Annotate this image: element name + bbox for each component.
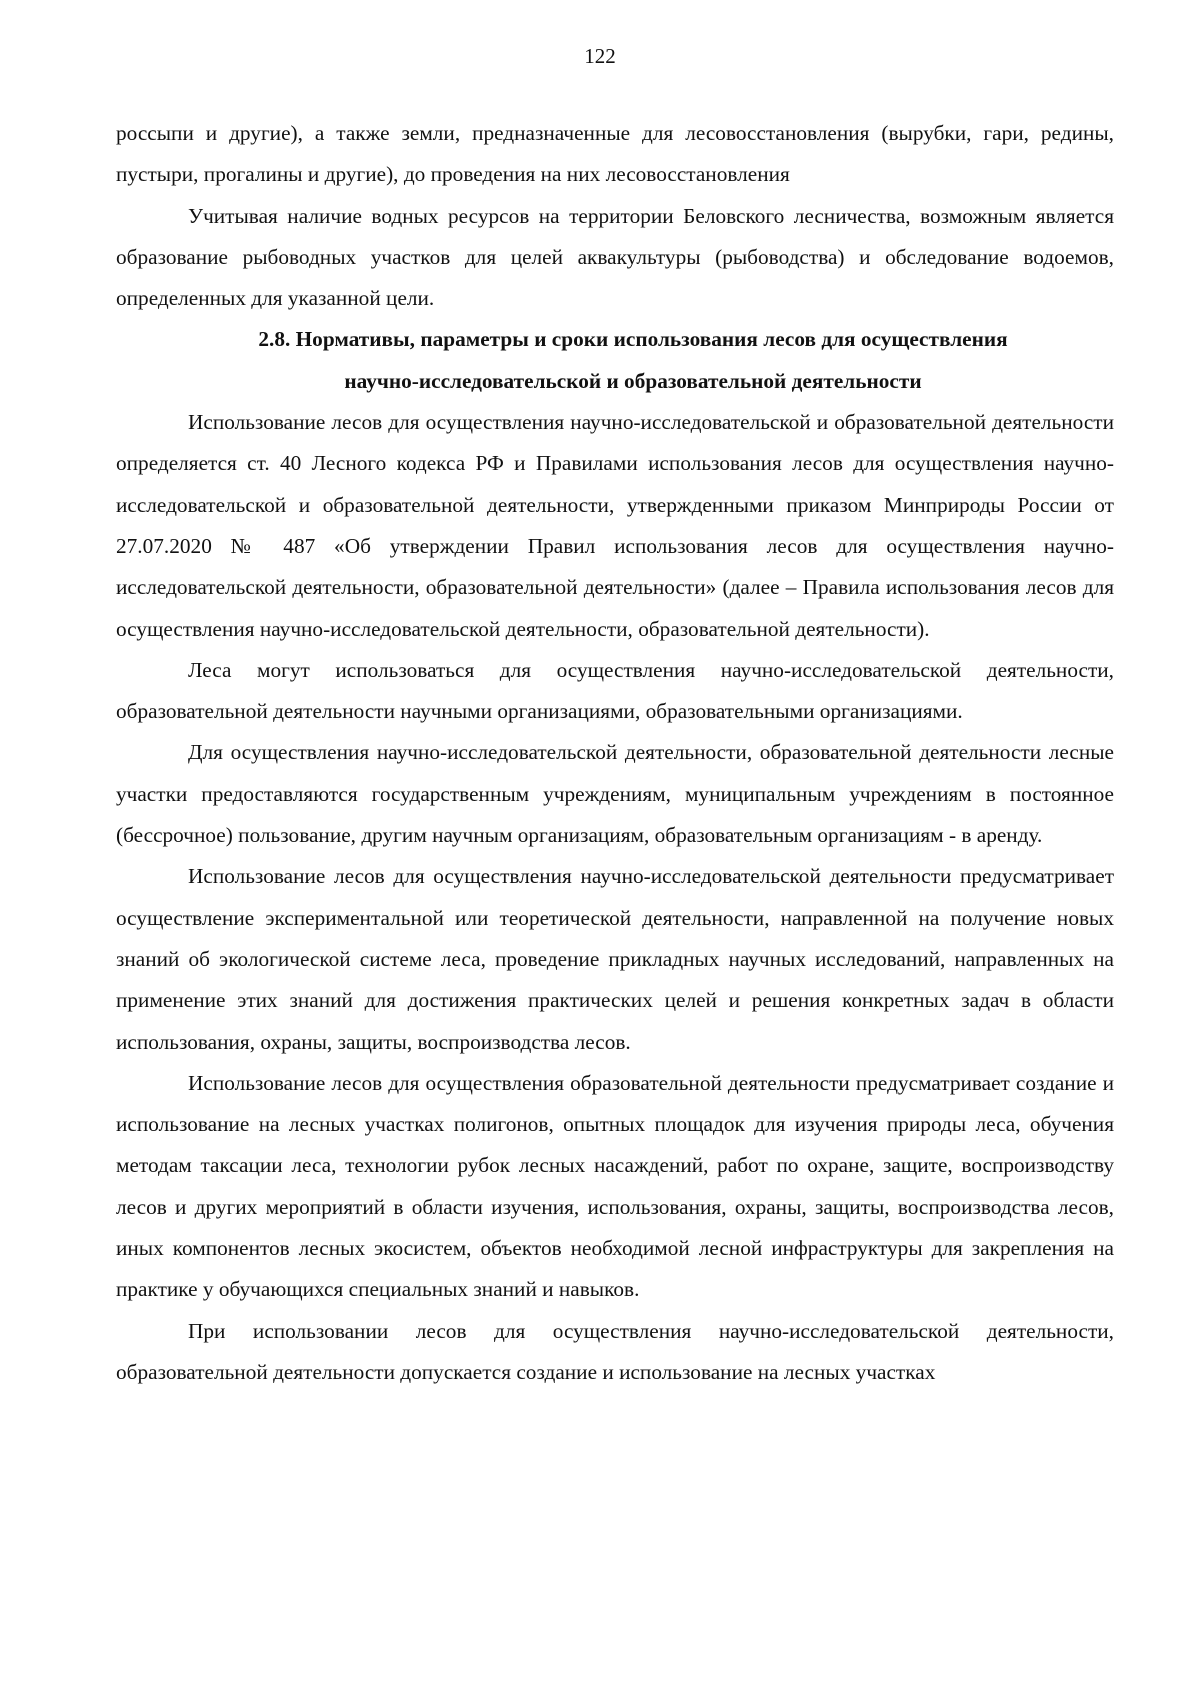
section-heading-line-2: научно-исследовательской и образовательной деятельности (344, 368, 922, 393)
section-heading (116, 319, 1114, 402)
paragraph-allowed-use: При использовании лесов для осуществления научно-исследовательской деятельности, образовательной деятельности допускается создание и использование на лесных участках (116, 1318, 1114, 1384)
paragraph-water-resources: Учитывая наличие водных ресурсов на территории Беловского лесничества, возможным является образование рыбоводных участков для целей аквакультуры (рыбоводства) и обследование водоемов, определенных для указанной цели. (116, 203, 1114, 311)
document-body (116, 113, 1114, 1393)
paragraph-educational-activity: Использование лесов для осуществления образовательной деятельности предусматривает создание и использование на лесных участках полигонов, опытных площадок для изучения природы леса, обучения методам таксации леса, технологии рубок лесных насаждений, работ по охране, защите, воспроизводству лесов и других мероприятий в области изучения, использования, охраны, защиты, воспроизводства лесов, иных компонентов лесных экосистем, объектов необходимой лесной инфраструктуры для закрепления на практике у обучающихся специальных знаний и навыков. (116, 1070, 1114, 1302)
paragraph-research-activity: Использование лесов для осуществления научно-исследовательской деятельности предусматривает осуществление экспериментальной или теоретической деятельности, направленной на получение новых знаний об экологической системе леса, проведение прикладных научных исследований, направленных на применение этих знаний для достижения практических целей и решения конкретных задач в области использования, охраны, защиты, воспроизводства лесов. (116, 864, 1114, 1054)
paragraph-legal-basis: Использование лесов для осуществления научно-исследовательской и образовательной деятельности определяется ст. 40 Лесного кодекса РФ и Правилами использования лесов для осуществления научно-исследовательской и образовательной деятельности, утвержденными приказом Минприроды России от 27.07.2020 № 487 «Об утверждении Правил использования лесов для осуществления научно-исследовательской деятельности, образовательной деятельности» (далее – Правила использования лесов для осуществления научно-исследовательской деятельности, образовательной деятельности). (116, 410, 1114, 641)
paragraph-continuation: россыпи и другие), а также земли, предназначенные для лесовосстановления (вырубки, гари, редины, пустыри, прогалины и другие), до проведения на них лесовосстановления (116, 121, 1114, 187)
page-number: 122 (584, 44, 616, 68)
section-heading-line-1: 2.8. Нормативы, параметры и сроки использования лесов для осуществления (258, 327, 1008, 352)
paragraph-organizations: Леса могут использоваться для осуществления научно-исследовательской деятельности, образовательной деятельности научными организациями, образовательными организациями. (116, 657, 1114, 724)
paragraph-land-provision: Для осуществления научно-исследовательской деятельности, образовательной деятельности лесные участки предоставляются государственным учреждениям, муниципальным учреждениям в постоянное (бессрочное) пользование, другим научным организациям, образовательным организациям - в аренду. (116, 740, 1114, 848)
